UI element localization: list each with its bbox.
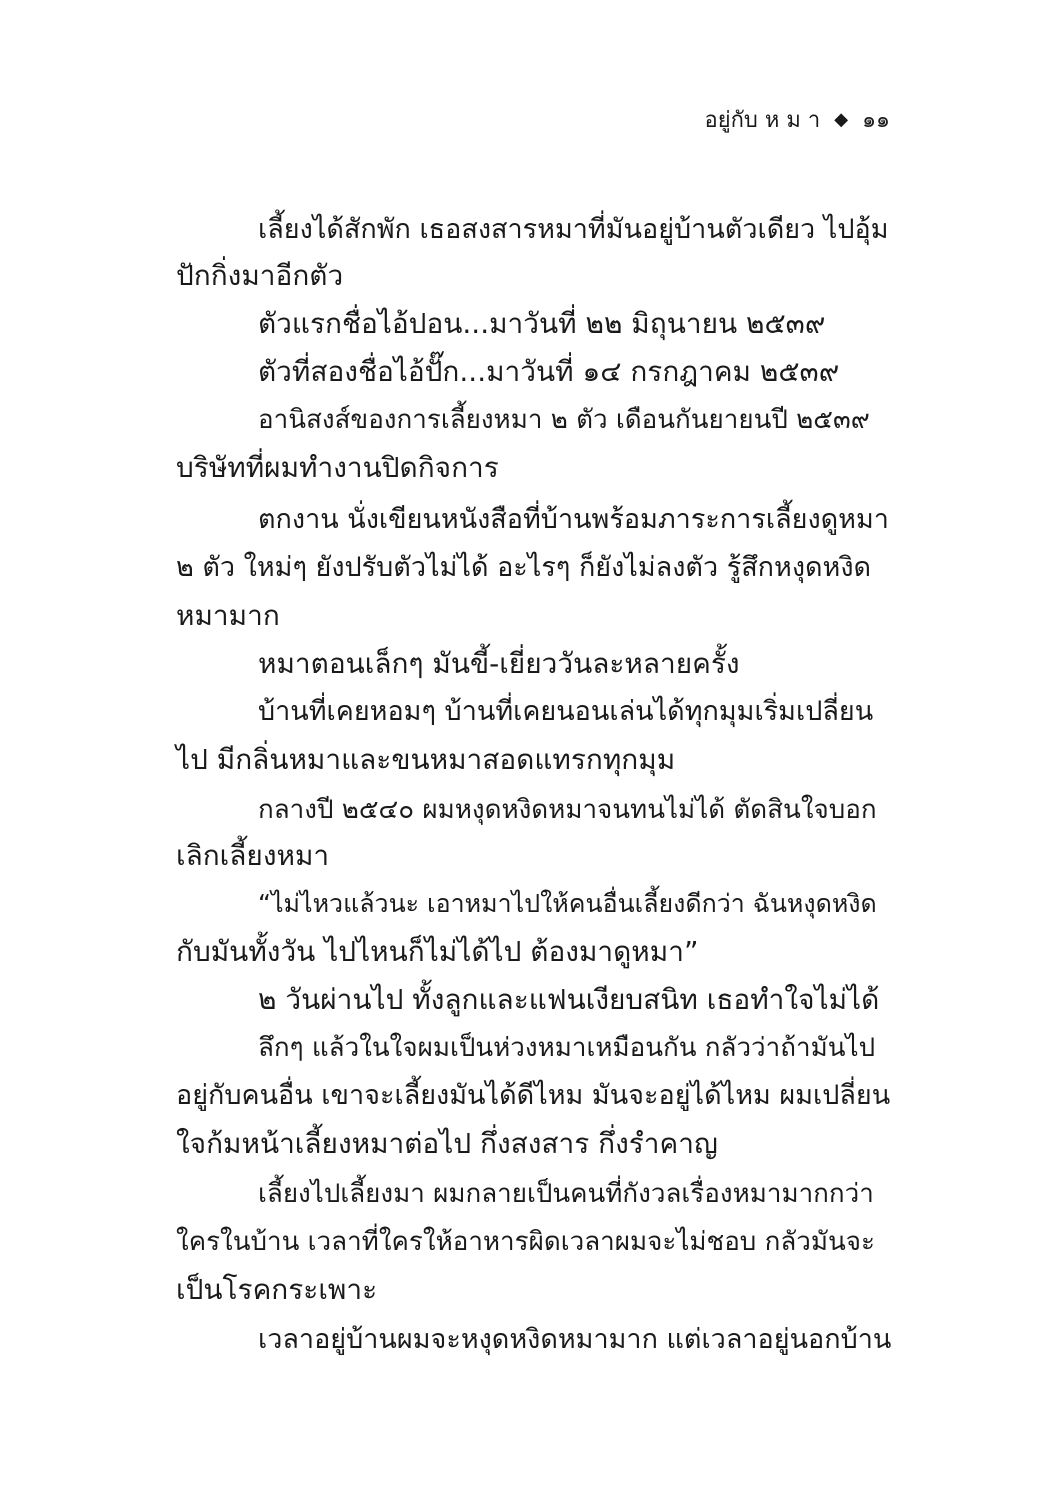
text-line: ไป มีกลิ่นหมาและขนหมาสอดแทรกทุกมุม [176, 743, 676, 776]
diamond-icon: ◆ [834, 109, 849, 130]
text-line: อานิสงส์ของการเลี้ยงหมา ๒ ตัว เดือนกันยายนปี ๒๕๓๙ [258, 405, 870, 435]
text-line: ๒ วันผ่านไป ทั้งลูกและแฟนเงียบสนิท เธอทำใจไม่ได้ [258, 983, 880, 1016]
text-line: เลี้ยงไปเลี้ยงมา ผมกลายเป็นคนที่กังวลเรื่องหมามากกว่า [258, 1179, 874, 1209]
text-line: ตัวที่สองชื่อไอ้ปั๊ก...มาวันที่ ๑๔ กรกฎาคม ๒๕๓๙ [258, 355, 840, 388]
text-line: “ไม่ไหวแล้วนะ เอาหมาไปให้คนอื่นเลี้ยงดีกว่า ฉันหงุดหงิด [258, 889, 877, 918]
text-line: หมามาก [176, 599, 280, 632]
running-header [704, 102, 890, 137]
text-line: กลางปี ๒๕๔๐ ผมหงุดหงิดหมาจนทนไม่ได้ ตัดสินใจบอก [258, 795, 877, 825]
text-line: ปักกิ่งมาอีกตัว [176, 259, 344, 292]
text-line: เลิกเลี้ยงหมา [176, 839, 330, 872]
text-line: บ้านที่เคยหอมๆ บ้านที่เคยนอนเล่นได้ทุกมุมเริ่มเปลี่ยน [258, 696, 874, 727]
text-line: กับมันทั้งวัน ไปไหนก็ไม่ได้ไป ต้องมาดูหมา” [176, 935, 699, 968]
text-line: ใจก้มหน้าเลี้ยงหมาต่อไป กึ่งสงสาร กึ่งรำคาญ [176, 1127, 718, 1160]
text-line: ๒ ตัว ใหม่ๆ ยังปรับตัวไม่ได้ อะไรๆ ก็ยังไม่ลงตัว รู้สึกหงุดหงิด [176, 552, 872, 583]
header-title: อยู่กับ ห ม า [704, 108, 821, 133]
text-line: เวลาอยู่บ้านผมจะหงุดหงิดหมามาก แต่เวลาอยู่นอกบ้าน [258, 1324, 892, 1355]
text-line: บริษัทที่ผมทำงานปิดกิจการ [176, 451, 499, 484]
text-line: ตกงาน นั่งเขียนหนังสือที่บ้านพร้อมภาระการเลี้ยงดูหมา [258, 504, 889, 535]
page-number: ๑๑ [862, 108, 890, 133]
text-line: เป็นโรคกระเพาะ [176, 1273, 378, 1306]
text-line: ใครในบ้าน เวลาที่ใครให้อาหารผิดเวลาผมจะไม่ชอบ กลัวมันจะ [176, 1227, 875, 1257]
text-line: หมาตอนเล็กๆ มันขี้-เยี่ยววันละหลายครั้ง [258, 647, 740, 680]
text-line: เลี้ยงได้สักพัก เธอสงสารหมาที่มันอยู่บ้านตัวเดียว ไปอุ้ม [258, 214, 889, 245]
text-line: ตัวแรกชื่อไอ้ปอน...มาวันที่ ๒๒ มิถุนายน ๒๕๓๙ [258, 307, 826, 340]
text-line: ลึกๆ แล้วในใจผมเป็นห่วงหมาเหมือนกัน กลัวว่าถ้ามันไป [258, 1033, 876, 1063]
text-line: อยู่กับคนอื่น เขาจะเลี้ยงมันได้ดีไหม มันจะอยู่ได้ไหม ผมเปลี่ยน [176, 1080, 891, 1111]
